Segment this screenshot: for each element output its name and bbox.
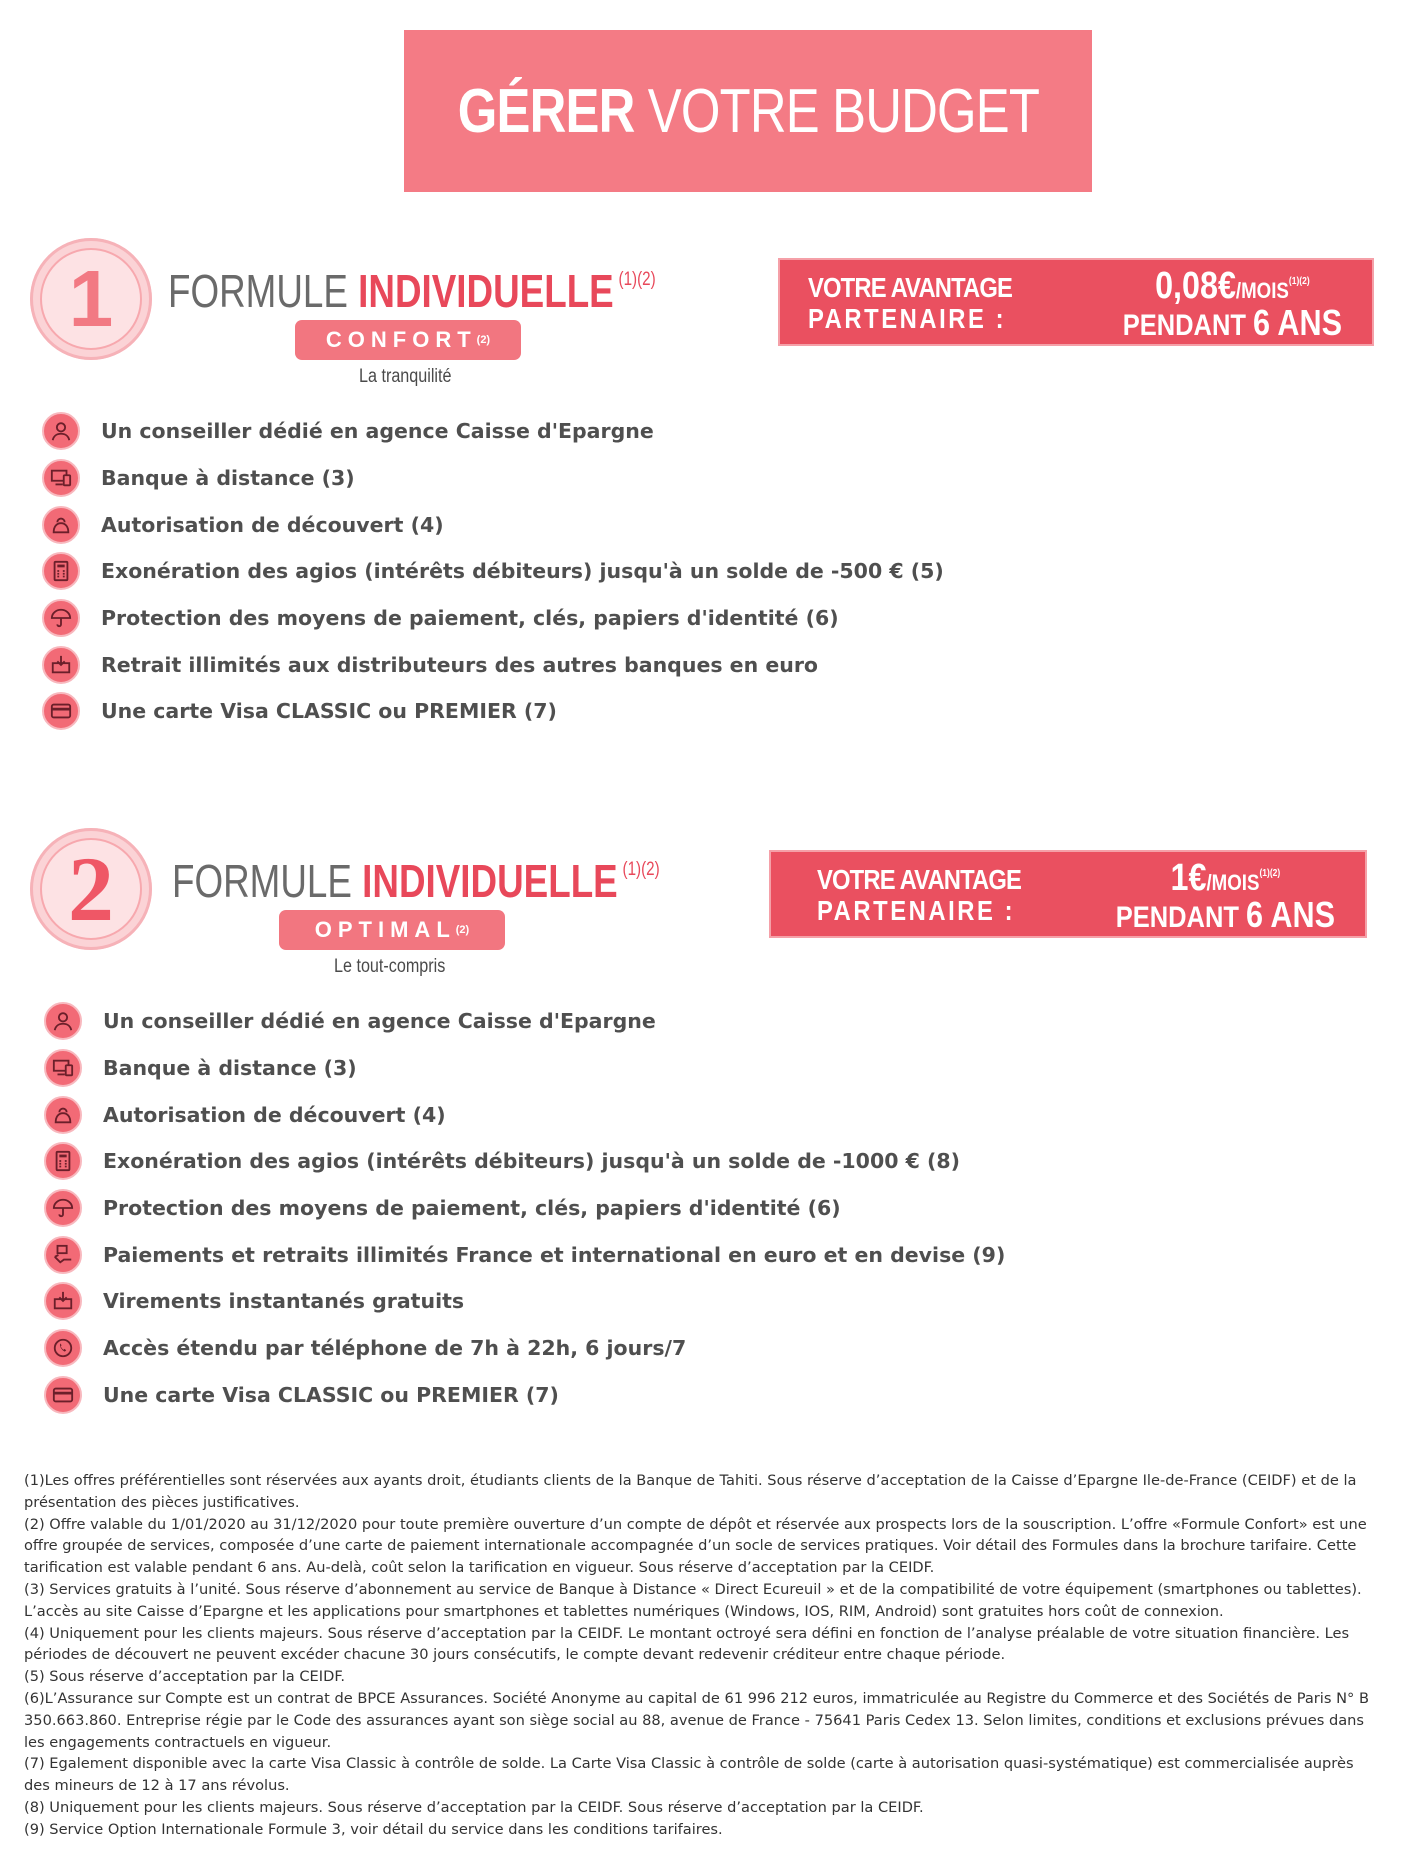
advisor-icon xyxy=(44,1002,82,1040)
list-item: Protection des moyens de paiement, clés, papiers d'identité (6) xyxy=(42,595,944,642)
formula-title: FORMULE INDIVIDUELLE $^{(1)(2)}$ xyxy=(168,265,656,317)
formula-number: 2 xyxy=(68,838,114,940)
list-item: Exonération des agios (intérêts débiteurs) jusqu'à un solde de -1000 € (8) xyxy=(44,1138,1005,1185)
phone-icon xyxy=(44,1329,82,1367)
purse-icon xyxy=(42,506,80,544)
list-item: Banque à distance (3) xyxy=(42,455,944,502)
list-item: Un conseiller dédié en agence Caisse d'Epargne xyxy=(42,408,944,455)
advisor-icon xyxy=(42,412,80,450)
list-item: Exonération des agios (intérêts débiteurs) jusqu'à un solde de -500 € (5) xyxy=(42,548,944,595)
list-item: Accès étendu par téléphone de 7h à 22h, 6 jours/7 xyxy=(44,1325,1005,1372)
list-item: Retrait illimités aux distributeurs des autres banques en euro xyxy=(42,641,944,688)
footnote: (6)L’Assurance sur Compte est un contrat de BPCE Assurances. Société Anonyme au capital de 61 996 212 euros, immatriculée au Registre du Commerce et des Sociétés de Paris N° B 350.663.860. Entreprise régie par le Code des assurances ayant son siège social au 88, avenue de France - 75641 Paris Cedex 13. Selon limites, conditions et exclusions prévues dans les engagements contractuels en vigueur. xyxy=(24,1689,1369,1751)
formula-tagline: Le tout-compris xyxy=(334,956,446,977)
card-icon xyxy=(42,692,80,730)
footnote: (4) Uniquement pour les clients majeurs. Sous réserve d’acceptation par la CEIDF. Le montant octroyé sera défini en fonction de l’analyse préalable de votre situation financière. Les périodes de découvert ne peuvent excéder chacune 30 jours consécutifs, le compte devant redevenir créditeur entre chaque période. xyxy=(24,1624,1350,1664)
list-item: Virements instantanés gratuits xyxy=(44,1278,1005,1325)
advantage-label: VOTRE AVANTAGE PARTENAIRE : xyxy=(817,864,1022,926)
list-item: Un conseiller dédié en agence Caisse d'Epargne xyxy=(44,998,1005,1045)
formula-pill-optimal: OPTIMAL (2) xyxy=(279,910,505,950)
formula-number-badge xyxy=(30,238,152,360)
footnote: (5) Sous réserve d’acceptation par la CEIDF. xyxy=(24,1668,346,1686)
formula-features-list xyxy=(44,998,1005,1418)
footnote: (9) Service Option Internationale Formule 3, voir détail du service dans les conditions tarifaires. xyxy=(24,1820,723,1838)
list-item: Paiements et retraits illimités France et international en euro et en devise (9) xyxy=(44,1231,1005,1278)
footnote: (1)Les offres préférentielles sont réservées aux ayants droit, étudiants clients de la Banque de Tahiti. Sous réserve d’acceptation de la Caisse d’Epargne Ile-de-France (CEIDF) et de la présentation des pièces justificatives. xyxy=(24,1472,1357,1511)
calculator-icon xyxy=(44,1142,82,1180)
transfer-icon xyxy=(44,1282,82,1320)
remote-banking-icon xyxy=(44,1049,82,1087)
list-item: Une carte Visa CLASSIC ou PREMIER (7) xyxy=(44,1372,1005,1419)
international-payment-icon xyxy=(44,1236,82,1274)
page-title: GÉRER VOTRE BUDGET xyxy=(457,76,1039,146)
advantage-price: $0,08€/MOIS^{(1)(2)}$ PENDANT 6 ANS xyxy=(1122,265,1342,343)
footnotes xyxy=(24,1470,1384,1841)
purse-icon xyxy=(44,1096,82,1134)
advantage-price: $1€/MOIS^{(1)(2)}$ PENDANT 6 ANS xyxy=(1115,857,1335,935)
formula-pill-confort: CONFORT (2) xyxy=(295,320,521,360)
formula-number: 1 xyxy=(68,254,114,343)
remote-banking-icon xyxy=(42,459,80,497)
list-item: Une carte Visa CLASSIC ou PREMIER (7) xyxy=(42,688,944,735)
list-item: Banque à distance (3) xyxy=(44,1045,1005,1092)
umbrella-icon xyxy=(44,1189,82,1227)
calculator-icon xyxy=(42,552,80,590)
formula-features-list xyxy=(42,408,944,735)
list-item: Autorisation de découvert (4) xyxy=(44,1091,1005,1138)
atm-icon xyxy=(42,646,80,684)
footnote: (2) Offre valable du 1/01/2020 au 31/12/2020 pour toute première ouverture d’un compte de dépôt et réservée aux prospects lors de la souscription. L’offre «Formule Confort» est une offre groupée de services, composée d’une carte de paiement internationale accompagnée d’un socle de services pratiques. Voir détail des Formules dans la brochure tarifaire. Cette tarification est valable pendant 6 ans. Au-delà, coût selon la tarification en vigueur. Sous réserve d’acceptation par la CEIDF. xyxy=(24,1515,1367,1577)
footnote: (3) Services gratuits à l’unité. Sous réserve d’abonnement au service de Banque à Distance « Direct Ecureuil » et de la compatibilité de votre équipement (smartphones ou tablettes). L’accès au site Caisse d’Epargne et les applications pour smartphones et tablettes numériques (Windows, IOS, RIM, Android) sont gratuites hors coût de connexion. xyxy=(24,1580,1362,1620)
list-item: Protection des moyens de paiement, clés, papiers d'identité (6) xyxy=(44,1185,1005,1232)
umbrella-icon xyxy=(42,599,80,637)
footnote: (8) Uniquement pour les clients majeurs. Sous réserve d’acceptation par la CEIDF. Sous réserve d’acceptation par la CEIDF. xyxy=(24,1798,924,1816)
footnote: (7) Egalement disponible avec la carte Visa Classic à contrôle de solde. La Carte Visa Classic à contrôle de solde (carte à autorisation quasi-systématique) est commercialisée auprès des mineurs de 12 à 17 ans révolus. xyxy=(24,1755,1354,1795)
formula-title: FORMULE INDIVIDUELLE $^{(1)(2)}$ xyxy=(172,855,660,907)
advantage-label: VOTRE AVANTAGE PARTENAIRE : xyxy=(808,272,1013,334)
card-icon xyxy=(44,1376,82,1414)
partner-advantage-box xyxy=(780,260,1372,344)
page-banner xyxy=(404,30,1092,192)
formula-tagline: La tranquilité xyxy=(359,366,452,387)
list-item: Autorisation de découvert (4) xyxy=(42,501,944,548)
formula-number-badge xyxy=(30,828,152,950)
partner-advantage-box xyxy=(771,852,1365,936)
